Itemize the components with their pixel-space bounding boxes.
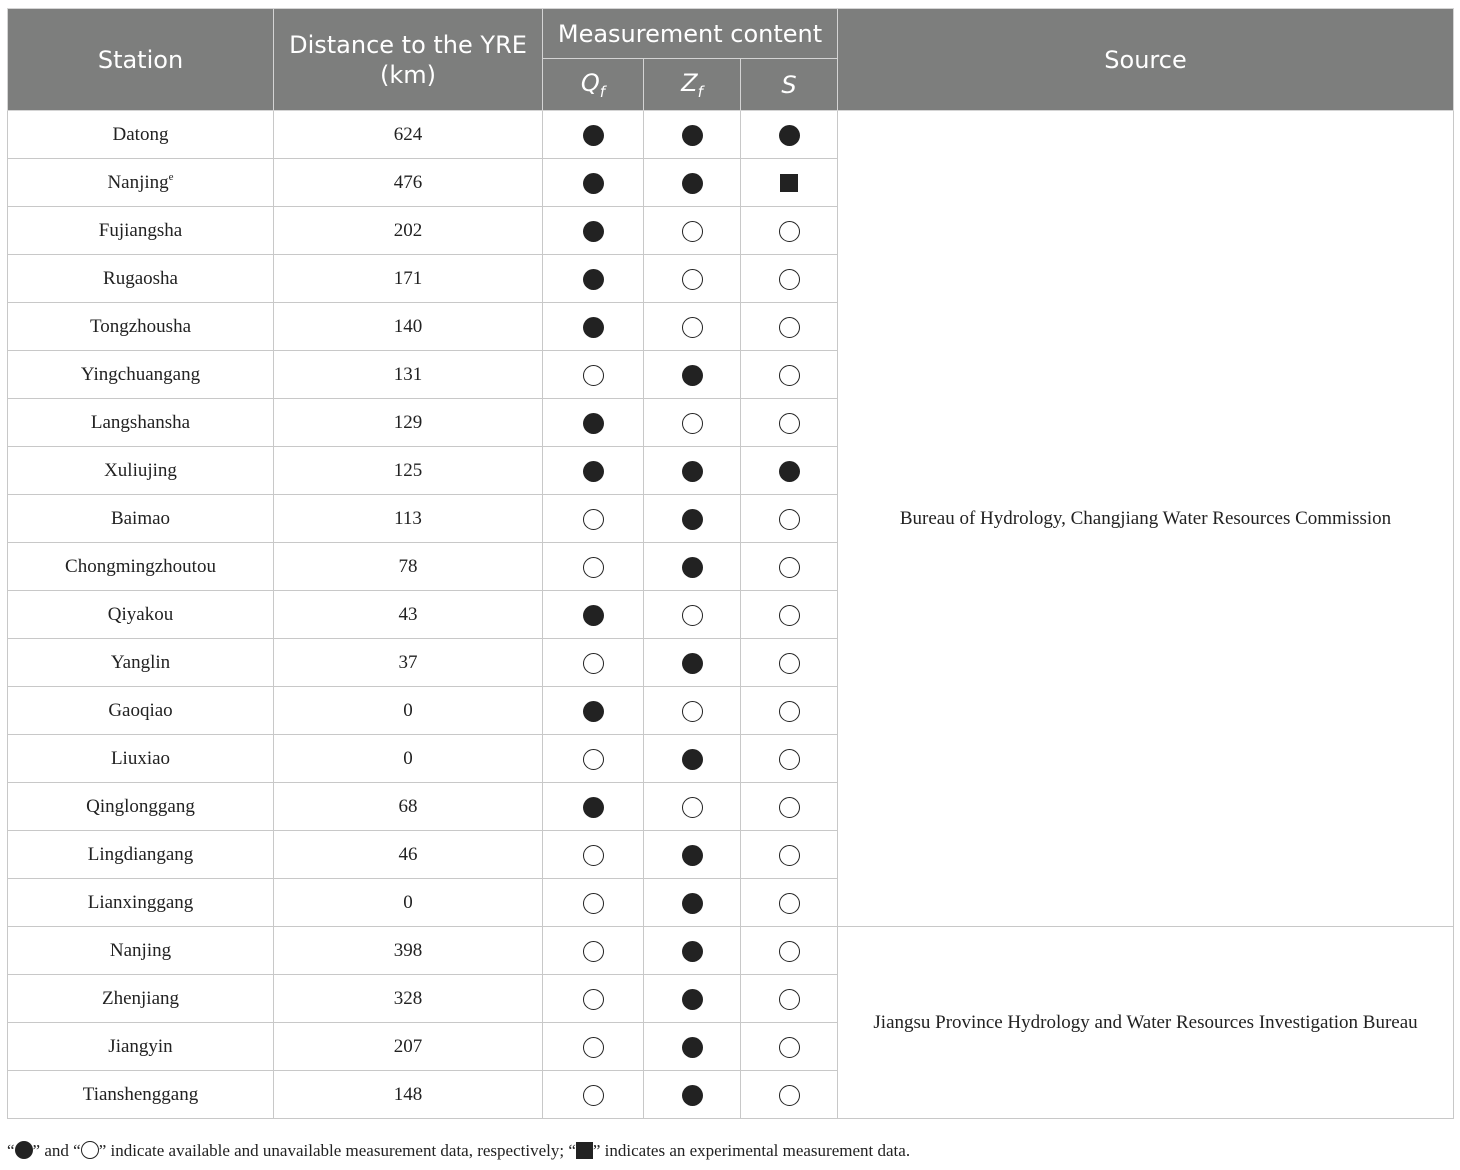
- z-availability-cell: [644, 639, 741, 687]
- footnote-text-4: ” indicates an experimental measurement data.: [592, 1141, 911, 1160]
- distance-cell: 0: [274, 735, 543, 783]
- station-name: Liuxiao: [110, 747, 171, 769]
- open-circle-icon: [779, 845, 800, 866]
- station-name: Fujiangsha: [98, 219, 183, 241]
- q-availability-cell: [543, 351, 644, 399]
- open-circle-icon: [779, 221, 800, 242]
- z-availability-cell: [644, 687, 741, 735]
- header-zf-subscript: f: [697, 83, 703, 101]
- z-availability-cell: [644, 255, 741, 303]
- filled-circle-icon: [682, 1037, 703, 1058]
- filled-circle-icon: [583, 173, 604, 194]
- z-availability-cell: [644, 1023, 741, 1071]
- station-cell: [8, 447, 274, 495]
- filled-circle-icon: [779, 125, 800, 146]
- filled-circle-icon: [682, 653, 703, 674]
- q-availability-cell: [543, 207, 644, 255]
- q-availability-cell: [543, 543, 644, 591]
- station-name: Jiangyin: [108, 1035, 173, 1057]
- station-name: Baimao: [110, 507, 171, 529]
- header-qf-symbol: Q: [580, 69, 600, 97]
- filled-square-icon: [780, 174, 798, 192]
- station-name: Nanjing: [107, 171, 169, 193]
- station-cell: [8, 783, 274, 831]
- open-circle-icon: [779, 1085, 800, 1106]
- station-name: Qinglonggang: [86, 795, 195, 817]
- open-circle-icon: [779, 941, 800, 962]
- distance-cell: 131: [274, 351, 543, 399]
- s-availability-cell: [741, 303, 838, 351]
- station-name: Yanglin: [110, 651, 171, 673]
- data-table-container: [7, 8, 1453, 1119]
- station-table: [7, 8, 1454, 1119]
- open-circle-icon: [583, 845, 604, 866]
- open-circle-icon: [682, 269, 703, 290]
- filled-circle-icon: [682, 365, 703, 386]
- filled-circle-icon: [682, 125, 703, 146]
- filled-circle-icon: [682, 989, 703, 1010]
- z-availability-cell: [644, 351, 741, 399]
- s-availability-cell: [741, 159, 838, 207]
- header-measurement-content: Measurement content: [543, 9, 838, 59]
- station-name: Datong: [112, 123, 169, 145]
- z-availability-cell: [644, 303, 741, 351]
- open-circle-icon: [682, 605, 703, 626]
- distance-cell: 140: [274, 303, 543, 351]
- table-body: [8, 111, 1454, 1119]
- open-circle-icon: [682, 317, 703, 338]
- filled-circle-icon: [779, 461, 800, 482]
- station-name: Gaoqiao: [108, 699, 173, 721]
- q-availability-cell: [543, 495, 644, 543]
- s-availability-cell: [741, 783, 838, 831]
- q-availability-cell: [543, 639, 644, 687]
- filled-circle-icon: [682, 749, 703, 770]
- filled-circle-icon: [682, 557, 703, 578]
- z-availability-cell: [644, 783, 741, 831]
- station-cell: [8, 591, 274, 639]
- station-cell: [8, 639, 274, 687]
- s-availability-cell: [741, 687, 838, 735]
- station-cell: [8, 975, 274, 1023]
- distance-cell: 78: [274, 543, 543, 591]
- source-cell: Bureau of Hydrology, Changjiang Water Resources Commission: [838, 111, 1454, 927]
- q-availability-cell: [543, 831, 644, 879]
- open-circle-icon: [583, 941, 604, 962]
- open-circle-icon: [779, 317, 800, 338]
- open-circle-icon: [583, 509, 604, 530]
- open-circle-icon: [779, 989, 800, 1010]
- q-availability-cell: [543, 927, 644, 975]
- s-availability-cell: [741, 639, 838, 687]
- station-cell: [8, 351, 274, 399]
- open-circle-icon: [583, 1037, 604, 1058]
- q-availability-cell: [543, 303, 644, 351]
- filled-circle-icon: [583, 221, 604, 242]
- station-name: Chongmingzhoutou: [65, 555, 216, 577]
- filled-circle-icon: [583, 797, 604, 818]
- open-circle-icon: [779, 365, 800, 386]
- open-circle-icon: [779, 701, 800, 722]
- filled-circle-icon: [583, 461, 604, 482]
- open-circle-icon: [779, 1037, 800, 1058]
- z-availability-cell: [644, 927, 741, 975]
- footnote-text-1: “: [7, 1141, 15, 1160]
- station-name: Tianshenggang: [82, 1083, 199, 1105]
- filled-circle-icon: [682, 509, 703, 530]
- header-s: [741, 59, 838, 111]
- filled-circle-icon: [682, 845, 703, 866]
- distance-cell: 398: [274, 927, 543, 975]
- s-availability-cell: [741, 1071, 838, 1119]
- q-availability-cell: [543, 687, 644, 735]
- distance-cell: 129: [274, 399, 543, 447]
- distance-cell: 125: [274, 447, 543, 495]
- station-name: Qiyakou: [107, 603, 174, 625]
- station-cell: [8, 1071, 274, 1119]
- open-circle-icon: [682, 797, 703, 818]
- station-cell: [8, 927, 274, 975]
- q-availability-cell: [543, 159, 644, 207]
- header-distance: Distance to the YRE (km): [274, 9, 543, 111]
- q-availability-cell: [543, 735, 644, 783]
- distance-cell: 207: [274, 1023, 543, 1071]
- open-circle-icon: [779, 797, 800, 818]
- station-cell: [8, 255, 274, 303]
- header-zf: [644, 59, 741, 111]
- station-cell: [8, 831, 274, 879]
- open-circle-icon: [682, 413, 703, 434]
- s-availability-cell: [741, 591, 838, 639]
- station-name: Lianxinggang: [87, 891, 194, 913]
- source-cell: Jiangsu Province Hydrology and Water Resources Investigation Bureau: [838, 927, 1454, 1119]
- open-circle-icon: [583, 1085, 604, 1106]
- q-availability-cell: [543, 255, 644, 303]
- s-availability-cell: [741, 1023, 838, 1071]
- open-circle-icon: [682, 221, 703, 242]
- s-availability-cell: [741, 975, 838, 1023]
- header-zf-symbol: Z: [681, 69, 698, 97]
- s-availability-cell: [741, 927, 838, 975]
- station-cell: [8, 207, 274, 255]
- distance-cell: 0: [274, 687, 543, 735]
- table-row: [8, 927, 1454, 975]
- station-name: Lingdiangang: [87, 843, 194, 865]
- filled-circle-icon: [583, 269, 604, 290]
- filled-circle-icon: [682, 173, 703, 194]
- q-availability-cell: [543, 447, 644, 495]
- footnote: [7, 1140, 910, 1162]
- distance-cell: 113: [274, 495, 543, 543]
- s-availability-cell: [741, 255, 838, 303]
- distance-cell: 148: [274, 1071, 543, 1119]
- station-name: Langshansha: [90, 411, 191, 433]
- footnote-text-2: ” and “: [32, 1141, 81, 1160]
- distance-cell: 624: [274, 111, 543, 159]
- z-availability-cell: [644, 879, 741, 927]
- distance-cell: 37: [274, 639, 543, 687]
- filled-circle-icon: [583, 317, 604, 338]
- z-availability-cell: [644, 399, 741, 447]
- s-availability-cell: [741, 735, 838, 783]
- filled-circle-icon: [583, 701, 604, 722]
- filled-circle-icon: [15, 1141, 33, 1159]
- z-availability-cell: [644, 159, 741, 207]
- s-availability-cell: [741, 495, 838, 543]
- station-cell: [8, 495, 274, 543]
- distance-cell: 202: [274, 207, 543, 255]
- q-availability-cell: [543, 879, 644, 927]
- open-circle-icon: [779, 269, 800, 290]
- z-availability-cell: [644, 591, 741, 639]
- footnote-text-3: ” indicate available and unavailable measurement data, respectively; “: [98, 1141, 576, 1160]
- s-availability-cell: [741, 111, 838, 159]
- open-circle-icon: [583, 365, 604, 386]
- open-circle-icon: [583, 653, 604, 674]
- open-circle-icon: [583, 989, 604, 1010]
- station-name: Tongzhousha: [89, 315, 192, 337]
- station-cell: [8, 735, 274, 783]
- open-circle-icon: [682, 701, 703, 722]
- table-row: [8, 111, 1454, 159]
- filled-circle-icon: [682, 461, 703, 482]
- header-qf-subscript: f: [599, 83, 606, 101]
- z-availability-cell: [644, 975, 741, 1023]
- open-circle-icon: [779, 749, 800, 770]
- station-cell: [8, 399, 274, 447]
- z-availability-cell: [644, 543, 741, 591]
- open-circle-icon: [81, 1141, 99, 1159]
- z-availability-cell: [644, 111, 741, 159]
- station-cell: [8, 687, 274, 735]
- filled-circle-icon: [682, 941, 703, 962]
- open-circle-icon: [779, 893, 800, 914]
- header-source: Source: [838, 9, 1454, 111]
- station-superscript: e: [168, 170, 174, 183]
- distance-cell: 328: [274, 975, 543, 1023]
- s-availability-cell: [741, 351, 838, 399]
- distance-cell: 68: [274, 783, 543, 831]
- header-s-symbol: S: [781, 70, 797, 99]
- header-qf: [543, 59, 644, 111]
- distance-cell: 46: [274, 831, 543, 879]
- s-availability-cell: [741, 879, 838, 927]
- filled-circle-icon: [583, 413, 604, 434]
- filled-square-icon: [576, 1142, 593, 1159]
- station-name: Nanjing: [109, 939, 172, 961]
- station-name: Xuliujing: [104, 459, 177, 481]
- station-cell: [8, 111, 274, 159]
- distance-cell: 0: [274, 879, 543, 927]
- station-cell: [8, 303, 274, 351]
- distance-cell: 476: [274, 159, 543, 207]
- q-availability-cell: [543, 1071, 644, 1119]
- open-circle-icon: [779, 653, 800, 674]
- filled-circle-icon: [583, 125, 604, 146]
- header-station: Station: [8, 9, 274, 111]
- z-availability-cell: [644, 1071, 741, 1119]
- open-circle-icon: [779, 605, 800, 626]
- s-availability-cell: [741, 207, 838, 255]
- distance-cell: 43: [274, 591, 543, 639]
- distance-cell: 171: [274, 255, 543, 303]
- z-availability-cell: [644, 207, 741, 255]
- q-availability-cell: [543, 1023, 644, 1071]
- station-cell: [8, 543, 274, 591]
- open-circle-icon: [779, 509, 800, 530]
- s-availability-cell: [741, 831, 838, 879]
- q-availability-cell: [543, 975, 644, 1023]
- open-circle-icon: [779, 413, 800, 434]
- filled-circle-icon: [583, 605, 604, 626]
- open-circle-icon: [583, 893, 604, 914]
- z-availability-cell: [644, 495, 741, 543]
- q-availability-cell: [543, 783, 644, 831]
- s-availability-cell: [741, 399, 838, 447]
- station-name: Zhenjiang: [101, 987, 180, 1009]
- s-availability-cell: [741, 543, 838, 591]
- s-availability-cell: [741, 447, 838, 495]
- open-circle-icon: [779, 557, 800, 578]
- open-circle-icon: [583, 749, 604, 770]
- station-cell: [8, 1023, 274, 1071]
- filled-circle-icon: [682, 1085, 703, 1106]
- z-availability-cell: [644, 447, 741, 495]
- q-availability-cell: [543, 399, 644, 447]
- station-name: Rugaosha: [103, 267, 178, 289]
- q-availability-cell: [543, 111, 644, 159]
- station-cell: [8, 879, 274, 927]
- z-availability-cell: [644, 735, 741, 783]
- station-cell: [8, 159, 274, 207]
- station-name: Yingchuangang: [80, 363, 201, 385]
- q-availability-cell: [543, 591, 644, 639]
- filled-circle-icon: [682, 893, 703, 914]
- open-circle-icon: [583, 557, 604, 578]
- z-availability-cell: [644, 831, 741, 879]
